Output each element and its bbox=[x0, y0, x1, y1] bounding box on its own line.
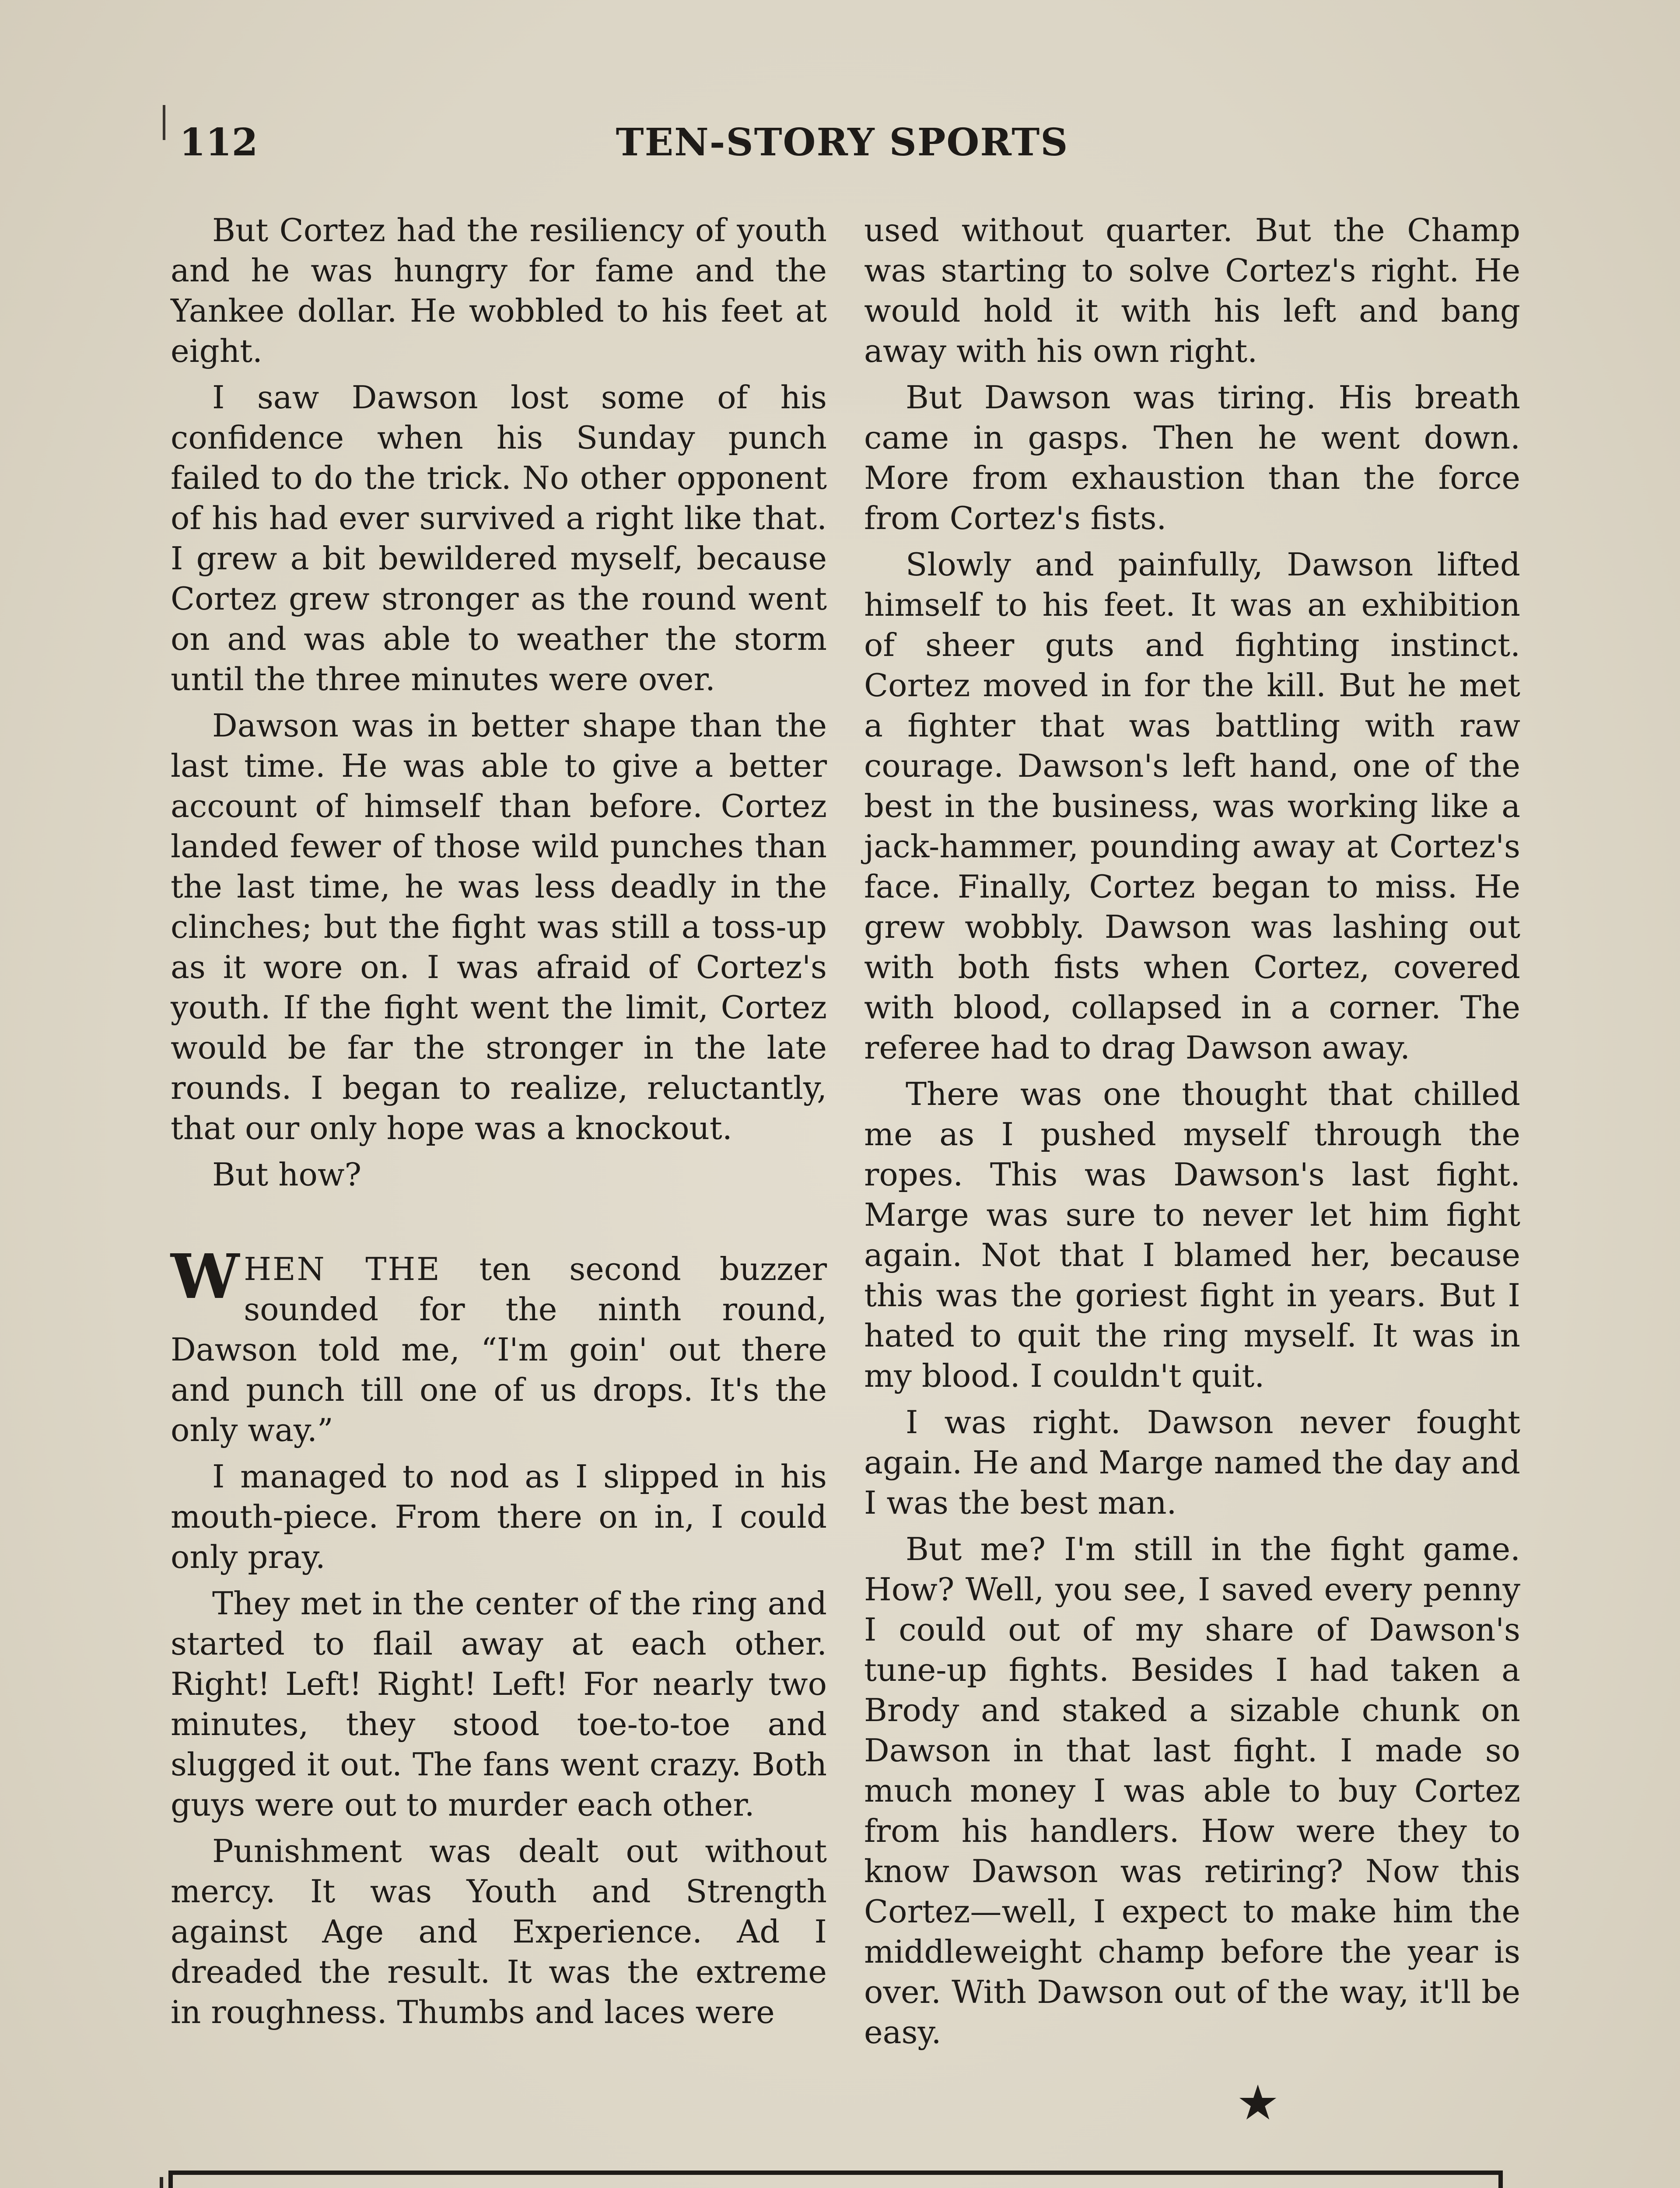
paragraph: I managed to nod as I slipped in his mouth-piece. From there on in, I could only pray. bbox=[171, 1458, 827, 1575]
drop-cap: W bbox=[171, 1241, 240, 1313]
paragraph-text: ten second buzzer sounded for the ninth round, Dawson told me, “I'm goin' out there and punch till one of us drops. It's the only way.” bbox=[171, 1251, 827, 1448]
running-head: TEN-STORY SPORTS bbox=[616, 120, 1069, 165]
paragraph: I saw Dawson lost some of his confidence when his Sunday punch failed to do the trick. No other opponent of his had ever survived a right like that. I grew a bit bewildered myself, because Cortez grew stronger as the round went on and was able to weather the storm until the three minutes were over. bbox=[171, 379, 827, 698]
lead-in-words: HEN THE bbox=[244, 1251, 441, 1287]
paragraph: I was right. Dawson never fought again. He and Marge named the day and I was the best man. bbox=[864, 1404, 1520, 1521]
paragraph: But me? I'm still in the fight game. How? Well, you see, I saved every penny I could out of my share of Dawson's tune-up fights. Besides I had taken a Brody and staked a sizable chunk on Dawson in that last fight. I made so much money I was able to buy Cortez from his handlers. How were they to know Dawson was retiring? Now this Cortez—well, I expect to make him the middleweight champ before the year is over. With Dawson out of the way, it'll be easy. bbox=[864, 1531, 1520, 2051]
paragraph: They met in the center of the ring and started to flail away at each other. Right! Left! Right! Left! For nearly two minutes, they stood toe-to-toe and slugged it out. The fans went crazy. Both guys were out to murder each other. bbox=[171, 1585, 827, 1823]
paragraph-continued: used without quarter. But the Champ was starting to solve Cortez's right. He would hold it with his left and bang away with his own right. bbox=[864, 212, 1520, 369]
section-break bbox=[171, 1201, 827, 1249]
paragraph: But how? bbox=[212, 1156, 362, 1193]
paragraph: But Dawson was tiring. His breath came in gasps. Then he went down. More from exhaustion than the force from Cortez's fists. bbox=[864, 379, 1520, 536]
print-mark bbox=[163, 105, 165, 140]
coming-next-issue-box bbox=[168, 2170, 1503, 2188]
page-number: 112 bbox=[179, 120, 258, 165]
paragraph: There was one thought that chilled me as I pushed myself through the ropes. This was Dawson's last fight. Marge was sure to never let him fight again. Not that I blamed her, because this was the goriest fight in years. But I hated to quit the ring myself. It was in my blood. I couldn't quit. bbox=[864, 1076, 1520, 1394]
left-column bbox=[171, 210, 827, 2038]
end-star-icon: ★ bbox=[1236, 2075, 1280, 2131]
paragraph: But Cortez had the resiliency of youth and he was hungry for fame and the Yankee dollar. He wobbled to his feet at eight. bbox=[171, 212, 827, 369]
paragraph: Punishment was dealt out without mercy. It was Youth and Strength against Age and Experience. Ad I dreaded the result. It was the extreme in roughness. Thumbs and laces were bbox=[171, 1833, 827, 2030]
page-header bbox=[171, 120, 1514, 173]
paragraph: Dawson was in better shape than the last time. He was able to give a better account of himself than before. Cortez landed fewer of those wild punches than the last time, he was less deadly in the clinches; but the fight was still a toss-up as it wore on. I was afraid of Cortez's youth. If the fight went the limit, Cortez would be far the stronger in the late rounds. I began to realize, reluctantly, that our only hope was a knockout. bbox=[171, 707, 827, 1147]
section-opening-paragraph bbox=[171, 1241, 827, 1450]
paragraph: Slowly and painfully, Dawson lifted himself to his feet. It was an exhibition of sheer guts and fighting instinct. Cortez moved in for the kill. But he met a fighter that was battling with raw courage. Dawson's left hand, one of the best in the business, was working like a jack-hammer, pounding away at Cortez's face. Finally, Cortez began to miss. He grew wobbly. Dawson was lashing out with both fists when Cortez, covered with blood, collapsed in a corner. The referee had to drag Dawson away. bbox=[864, 546, 1520, 1066]
box-shadow bbox=[160, 2177, 163, 2188]
right-column bbox=[864, 210, 1520, 2131]
